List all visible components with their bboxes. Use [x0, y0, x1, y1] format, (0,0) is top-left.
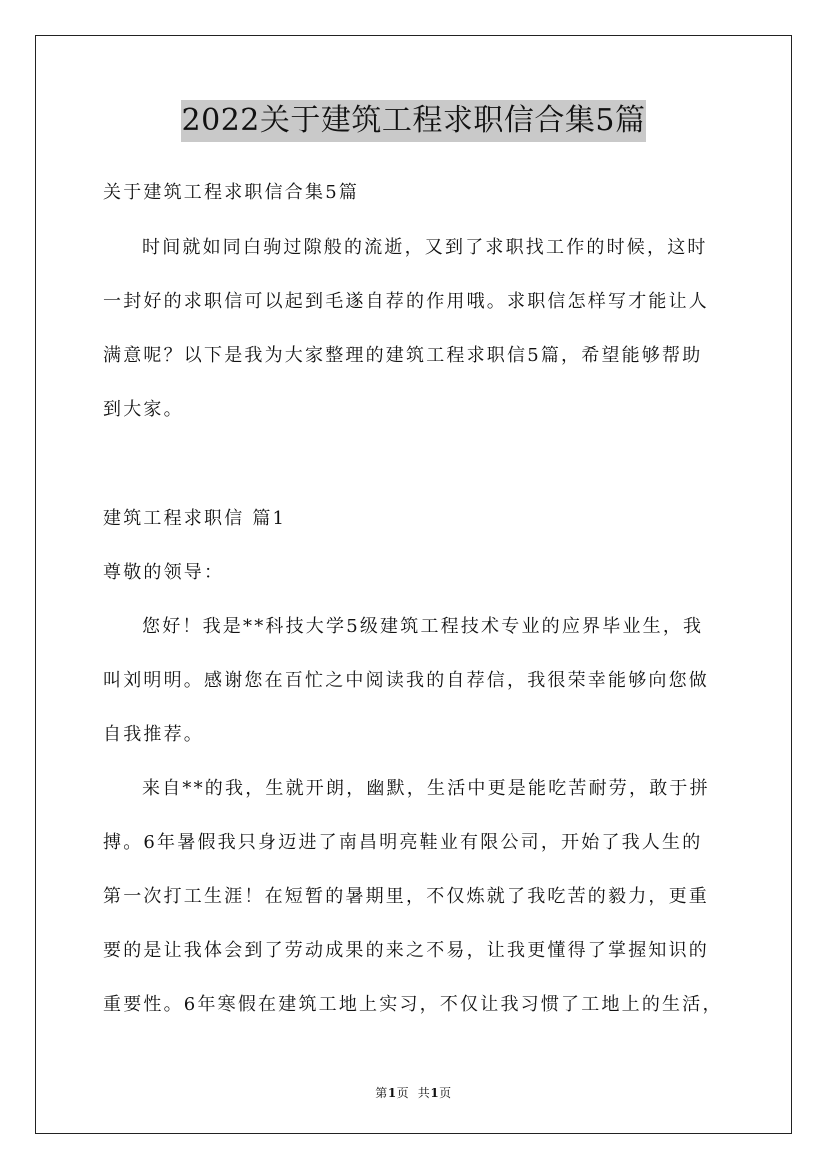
paragraph-line: 自我推荐。 — [103, 724, 204, 745]
section-heading: 建筑工程求职信 篇1 — [103, 508, 287, 529]
paragraph-line: 来自**的我，生就开朗，幽默，生活中更是能吃苦耐劳，敢于拼 — [142, 778, 710, 799]
paragraph-line: 搏。6年暑假我只身迈进了南昌明亮鞋业有限公司，开始了我人生的 — [103, 832, 703, 853]
page-number: 1 — [387, 1086, 397, 1100]
intro-line: 时间就如同白驹过隙般的流逝，又到了求职找工作的时候，这时 — [142, 237, 708, 258]
total-pages: 1 — [430, 1086, 440, 1100]
intro-line: 满意呢？以下是我为大家整理的建筑工程求职信5篇，希望能够帮助 — [103, 345, 703, 366]
paragraph-line: 第一次打工生涯！在短暂的暑期里，不仅炼就了我吃苦的毅力，更重 — [103, 886, 709, 907]
page-label-suffix: 页 — [439, 1086, 452, 1100]
page-label-mid: 页 共 — [396, 1086, 431, 1100]
page-label-prefix: 第 — [375, 1086, 388, 1100]
document-title — [0, 100, 827, 142]
intro-line: 一封好的求职信可以起到毛遂自荐的作用哦。求职信怎样写才能让人 — [103, 291, 709, 312]
paragraph-line: 叫刘明明。感谢您在百忙之中阅读我的自荐信，我很荣幸能够向您做 — [103, 670, 709, 691]
document-subtitle: 关于建筑工程求职信合集5篇 — [103, 182, 360, 203]
page-footer — [0, 1084, 827, 1101]
intro-line: 到大家。 — [103, 399, 184, 420]
paragraph-line: 重要性。6年寒假在建筑工地上实习，不仅让我习惯了工地上的生活， — [103, 994, 723, 1015]
paragraph-line: 要的是让我体会到了劳动成果的来之不易，让我更懂得了掌握知识的 — [103, 940, 709, 961]
paragraph-line: 您好！我是**科技大学5级建筑工程技术专业的应界毕业生，我 — [142, 616, 704, 637]
salutation: 尊敬的领导： — [103, 562, 225, 583]
document-title-text: 2022关于建筑工程求职信合集5篇 — [181, 100, 647, 142]
